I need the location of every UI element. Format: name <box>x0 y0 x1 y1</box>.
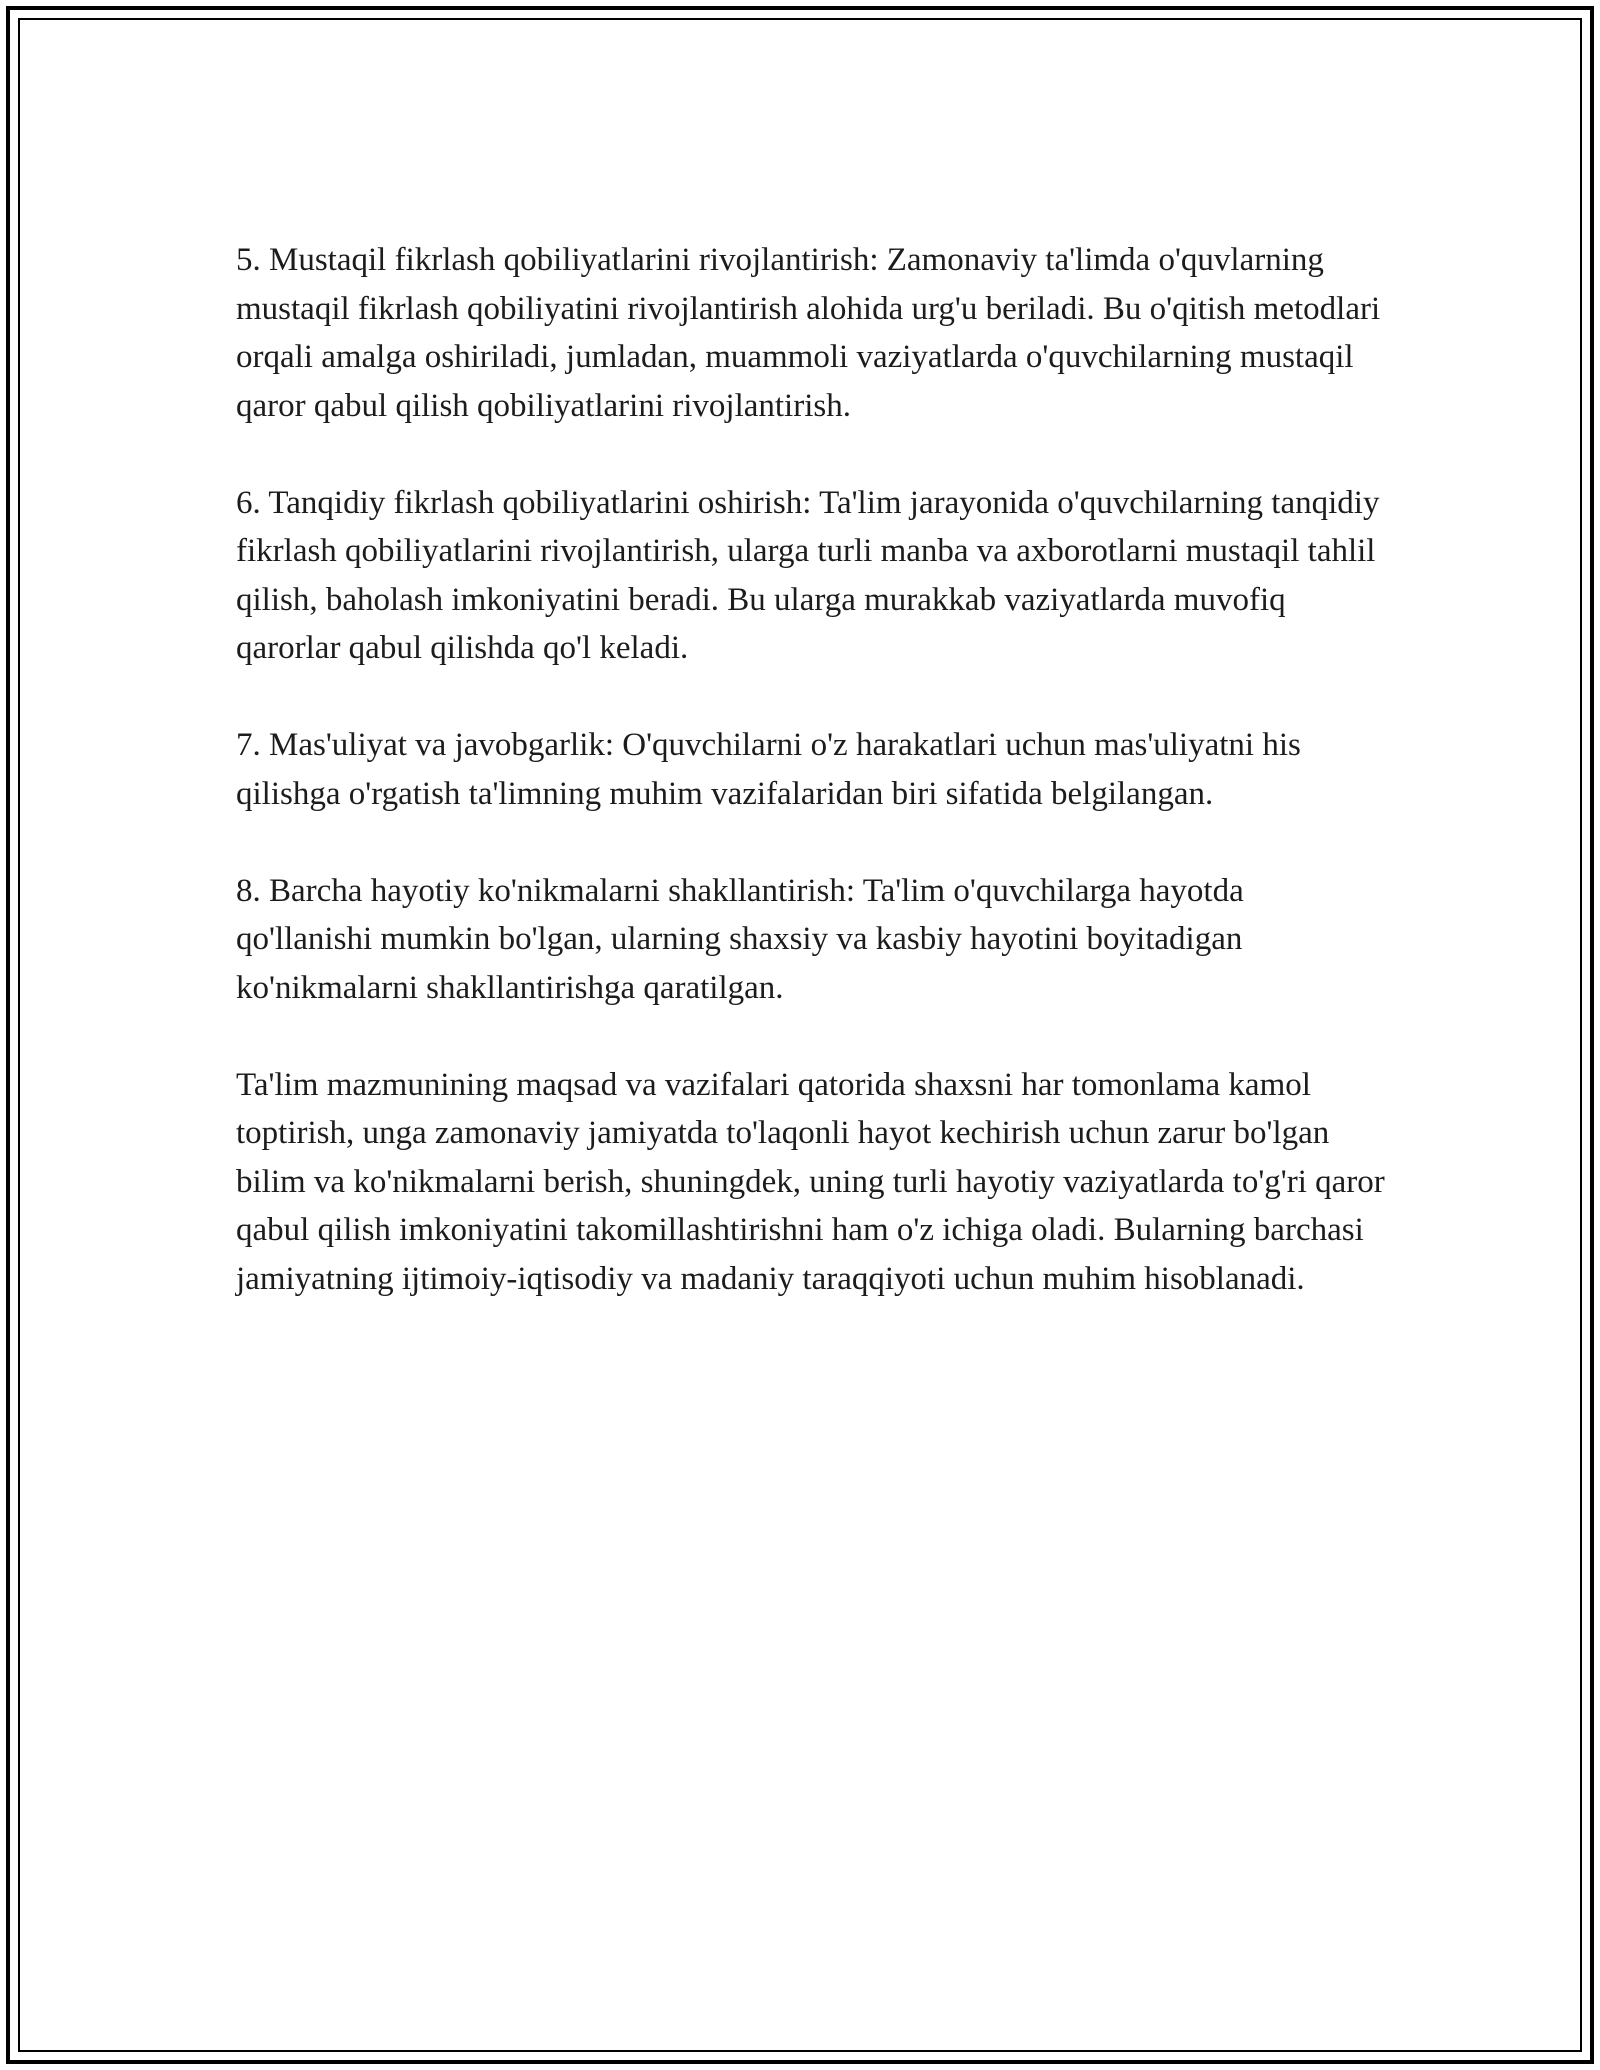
document-body <box>236 236 1386 1303</box>
paragraph-item-5: 5. Mustaqil fikrlash qobiliyatlarini rivojlantirish: Zamonaviy ta'limda o'quvlarning mustaqil fikrlash qobiliyatini rivojlantirish alohida urg'u beriladi. Bu o'qitish metodlari orqali amalga oshiriladi, jumladan, muammoli vaziyatlarda o'quvchilarning mustaqil qaror qabul qilish qobiliyatlarini rivojlantirish. <box>236 242 1381 424</box>
paragraph-conclusion: Ta'lim mazmunining maqsad va vazifalari qatorida shaxsni har tomonlama kamol toptirish, unga zamonaviy jamiyatda to'laqonli hayot kechirish uchun zarur bo'lgan bilim va ko'nikmalarni berish, shuningdek, uning turli hayotiy vaziyatlarda to'g'ri qaror qabul qilish imkoniyatini takomillashtirishni ham o'z ichiga oladi. Bularning barchasi jamiyatning ijtimoiy-iqtisodiy va madaniy taraqqiyoti uchun muhim hisoblanadi. <box>236 1066 1385 1297</box>
paragraph-item-7: 7. Mas'uliyat va javobgarlik: O'quvchilarni o'z harakatlari uchun mas'uliyatni his qilishga o'rgatish ta'limning muhim vazifalaridan biri sifatida belgilangan. <box>236 727 1301 812</box>
paragraph-item-8: 8. Barcha hayotiy ko'nikmalarni shakllantirish: Ta'lim o'quvchilarga hayotda qo'llanishi mumkin bo'lgan, ularning shaxsiy va kasbiy hayotini boyitadigan ko'nikmalarni shakllantirishga qaratilgan. <box>236 872 1244 1006</box>
paragraph-item-6: 6. Tanqidiy fikrlash qobiliyatlarini oshirish: Ta'lim jarayonida o'quvchilarning tanqidiy fikrlash qobiliyatlarini rivojlantirish, ularga turli manba va axborotlarni mustaqil tahlil qilish, baholash imkoniyatini beradi. Bu ularga murakkab vaziyatlarda muvofiq qarorlar qabul qilishda qo'l keladi. <box>236 484 1380 666</box>
